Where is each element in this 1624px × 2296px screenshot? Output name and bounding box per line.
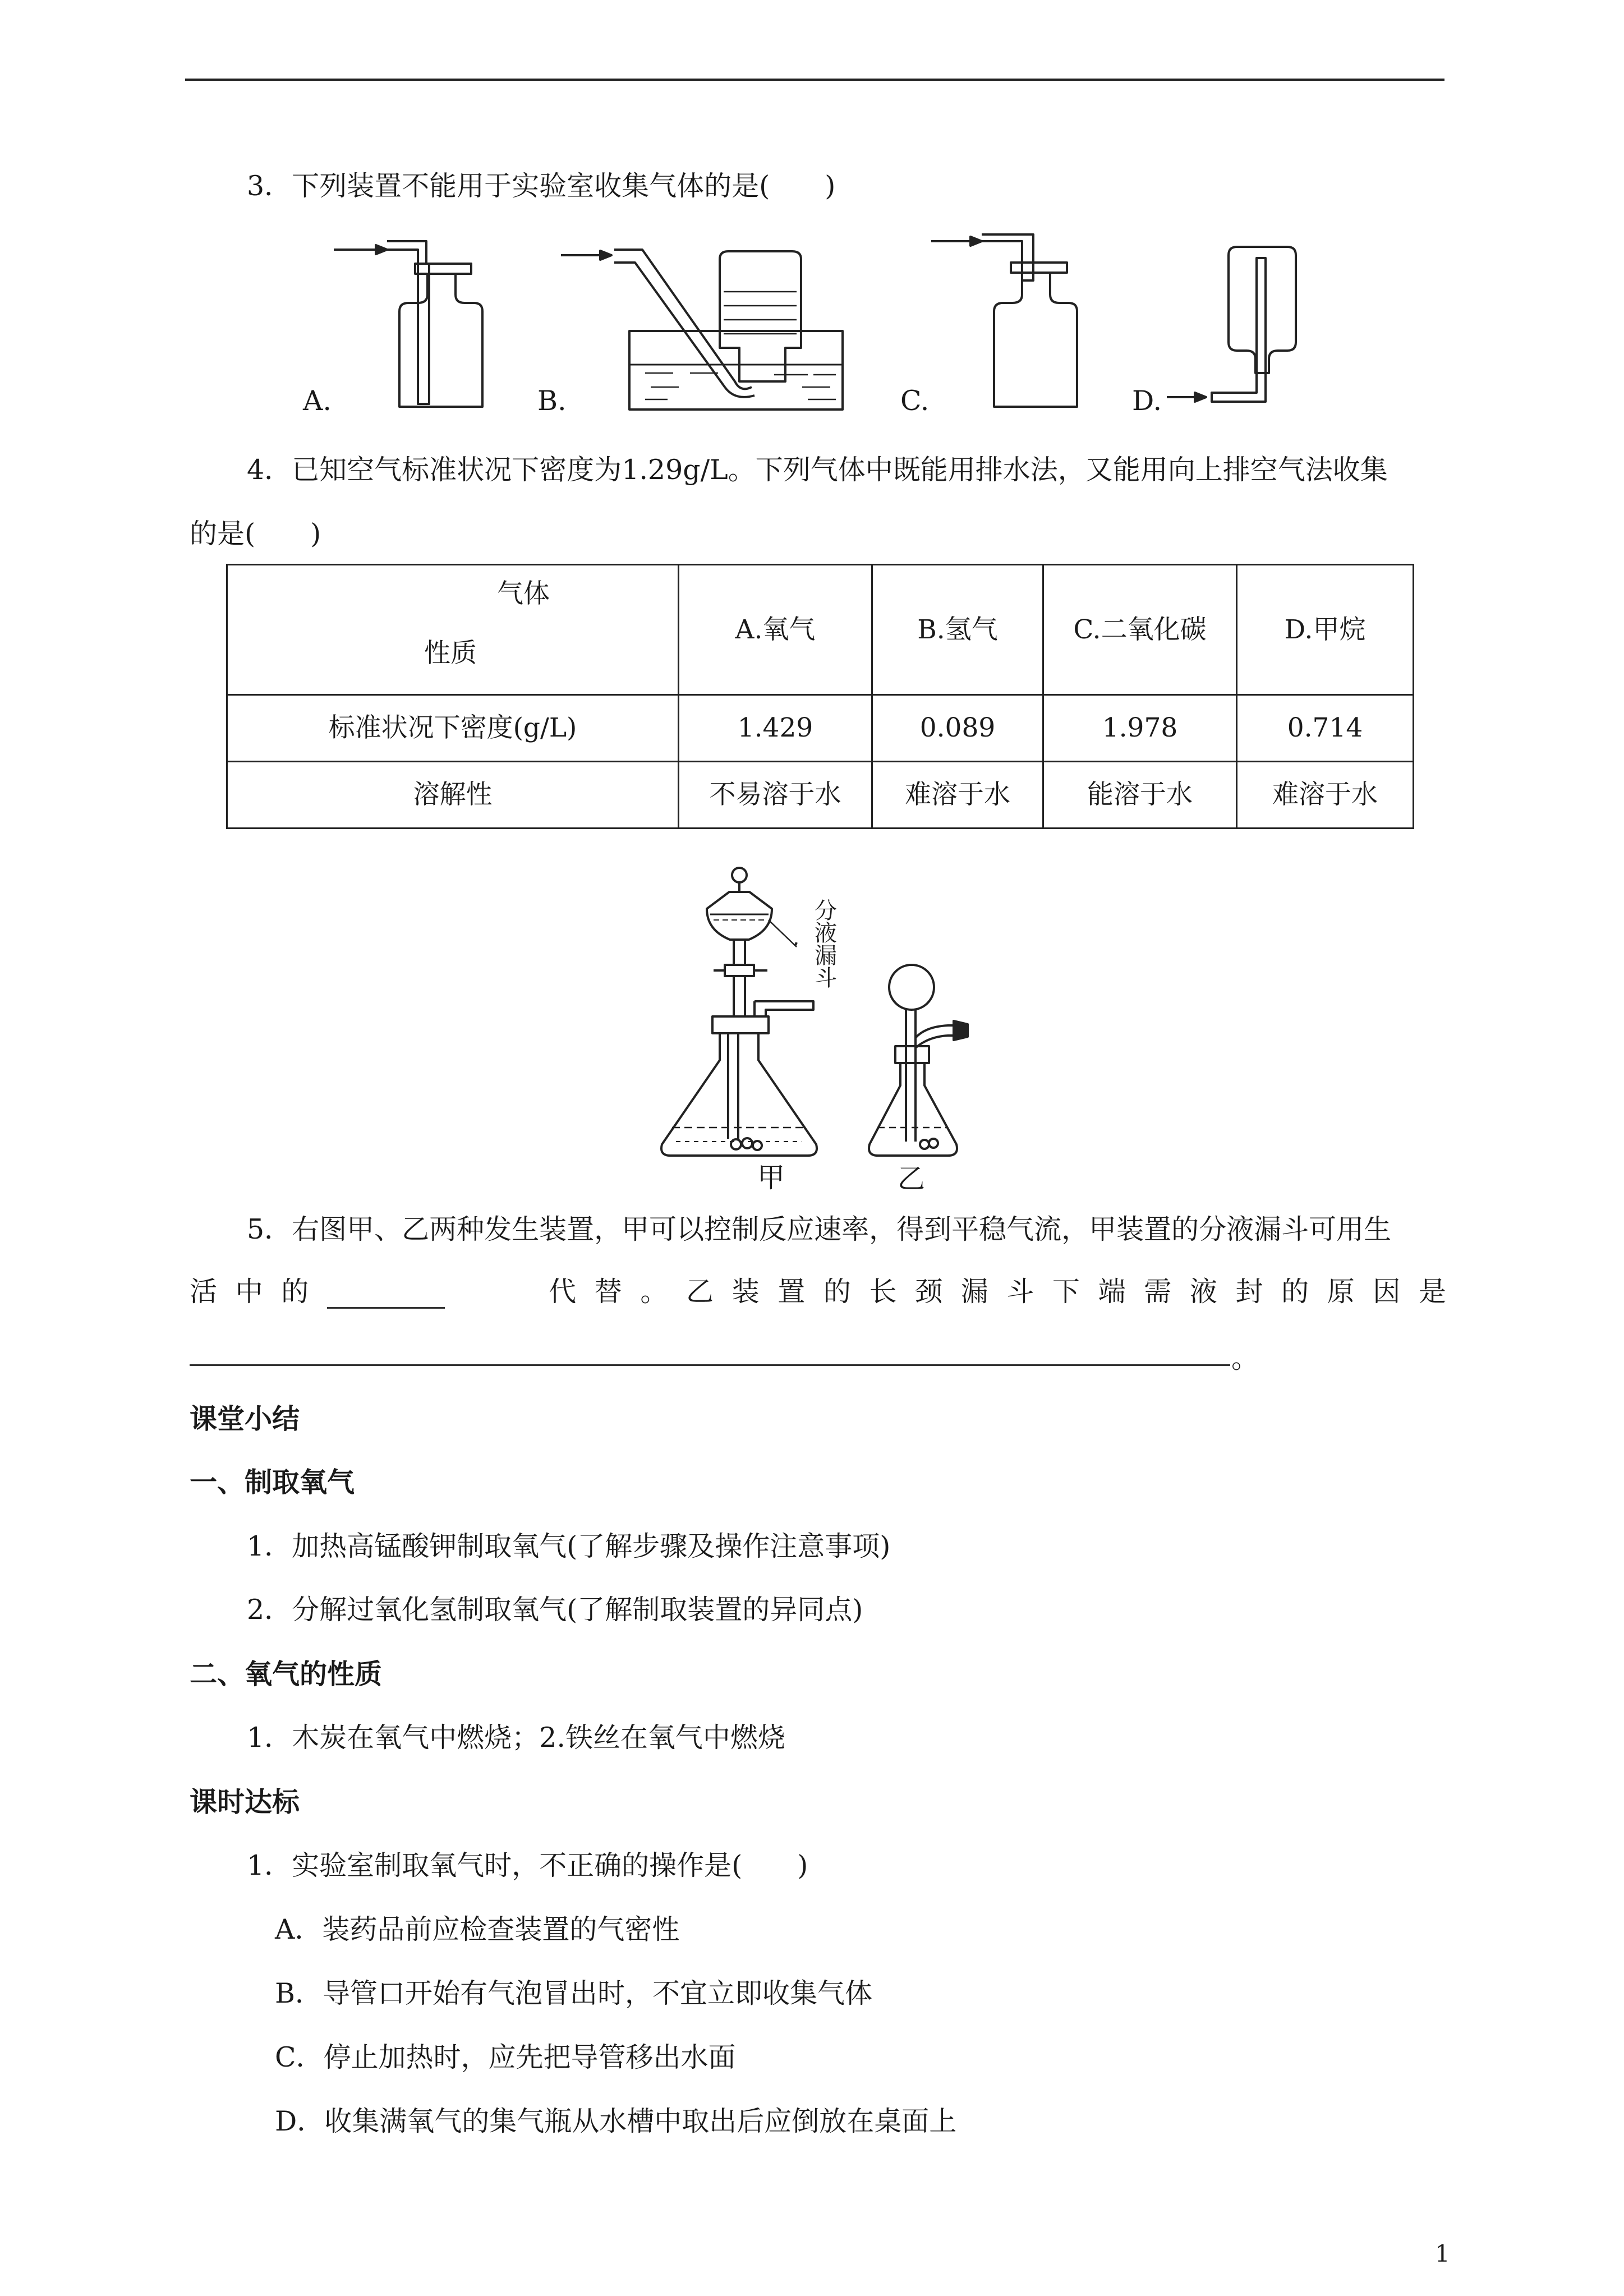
table-cell: 难溶于水 xyxy=(872,762,1043,829)
q5-word: 是 xyxy=(1418,1276,1446,1308)
q5-word: 斗 xyxy=(1006,1276,1034,1308)
q5-word: 乙 xyxy=(686,1276,714,1308)
q5-word: 原 xyxy=(1327,1276,1355,1308)
practice-option-d: D．收集满氧气的集气瓶从水槽中取出后应倒放在桌面上 xyxy=(275,2105,957,2137)
summary-item: 1．加热高锰酸钾制取氧气(了解步骤及操作注意事项) xyxy=(247,1530,891,1562)
table-cell: 能溶于水 xyxy=(1043,762,1237,829)
q5-word: 。 xyxy=(640,1276,668,1308)
corner-bottom-label: 性质 xyxy=(424,638,477,669)
q5-word: 颈 xyxy=(915,1276,943,1308)
col-header: A.氧气 xyxy=(679,565,872,695)
q4-line2: 的是( ) xyxy=(190,518,321,550)
q3-label-b: B. xyxy=(537,385,567,417)
q5-word: 液 xyxy=(1189,1276,1217,1308)
table-cell: 难溶于水 xyxy=(1237,762,1414,829)
q3-label-d: D. xyxy=(1132,385,1162,417)
q5-word: 的 xyxy=(281,1276,309,1308)
q5-word: 需 xyxy=(1144,1276,1172,1308)
table-cell: 0.714 xyxy=(1237,695,1414,762)
caption-yi: 乙 xyxy=(898,1163,926,1195)
col-header: C.二氧化碳 xyxy=(1043,565,1237,695)
q3-label-a: A. xyxy=(303,385,332,417)
q5-word: 置 xyxy=(778,1276,806,1308)
blank-spacer xyxy=(463,1275,530,1309)
q5-word: 因 xyxy=(1373,1276,1401,1308)
summary-section-1: 一、制取氧气 xyxy=(190,1466,355,1498)
funnel-label-2: 液 xyxy=(815,921,837,946)
summary-section-2: 二、氧气的性质 xyxy=(190,1658,383,1690)
practice-option-c: C．停止加热时，应先把导管移出水面 xyxy=(275,2041,736,2073)
practice-q1: 1．实验室制取氧气时，不正确的操作是( ) xyxy=(247,1849,808,1881)
q5-word: 封 xyxy=(1235,1276,1263,1308)
table-cell: 0.089 xyxy=(872,695,1043,762)
funnel-label-4: 斗 xyxy=(815,965,837,991)
q5-word: 漏 xyxy=(960,1276,988,1308)
q5-word: 的 xyxy=(1281,1276,1309,1308)
q5-word: 下 xyxy=(1052,1276,1080,1308)
q5-word: 的 xyxy=(823,1276,851,1308)
table-cell: 1.429 xyxy=(679,695,872,762)
q5-word: 长 xyxy=(869,1276,897,1308)
table-cell: 1.978 xyxy=(1043,695,1237,762)
q5-word: 中 xyxy=(235,1276,263,1308)
funnel-label-1: 分 xyxy=(815,898,837,924)
col-header: D.甲烷 xyxy=(1237,565,1414,695)
practice-option-a: A．装药品前应检查装置的气密性 xyxy=(275,1913,680,1945)
summary-item: 2．分解过氧化氢制取氧气(了解制取装置的异同点) xyxy=(247,1594,863,1626)
row-label: 标准状况下密度(g/L) xyxy=(227,695,679,762)
q5-line3-end: 。 xyxy=(1231,1342,1259,1374)
q5-word: 替 xyxy=(594,1276,622,1308)
practice-title: 课时达标 xyxy=(190,1786,300,1818)
q5-line1: 5．右图甲、乙两种发生装置，甲可以控制反应速率，得到平稳气流，甲装置的分液漏斗可用生 xyxy=(247,1213,1392,1245)
corner-top-label: 气体 xyxy=(497,578,550,609)
q5-word: 装 xyxy=(732,1276,760,1308)
row-label: 溶解性 xyxy=(227,762,679,829)
summary-item: 1．木炭在氧气中燃烧；2.铁丝在氧气中燃烧 xyxy=(247,1722,785,1754)
q5-word: 端 xyxy=(1098,1276,1126,1308)
practice-option-b: B．导管口开始有气泡冒出时，不宜立即收集气体 xyxy=(275,1977,873,2009)
q5-line2 xyxy=(190,1275,1446,1309)
caption-jia: 甲 xyxy=(757,1162,785,1194)
col-header: B.氢气 xyxy=(872,565,1043,695)
summary-title: 课堂小结 xyxy=(190,1403,300,1435)
q4-line1: 4．已知空气标准状况下密度为1.29g/L。下列气体中既能用排水法，又能用向上排空气法收集 xyxy=(247,454,1388,486)
q5-word: 活 xyxy=(190,1276,218,1308)
page-number: 1 xyxy=(1435,2240,1450,2267)
q5-word: 代 xyxy=(549,1276,577,1308)
q3-text: 3．下列装置不能用于实验室收集气体的是( ) xyxy=(247,170,836,202)
table-cell: 不易溶于水 xyxy=(679,762,872,829)
answer-blank-1 xyxy=(327,1275,445,1309)
answer-blank-2 xyxy=(190,1364,1230,1366)
funnel-label-3: 漏 xyxy=(815,943,837,969)
q3-label-c: C. xyxy=(900,385,930,417)
